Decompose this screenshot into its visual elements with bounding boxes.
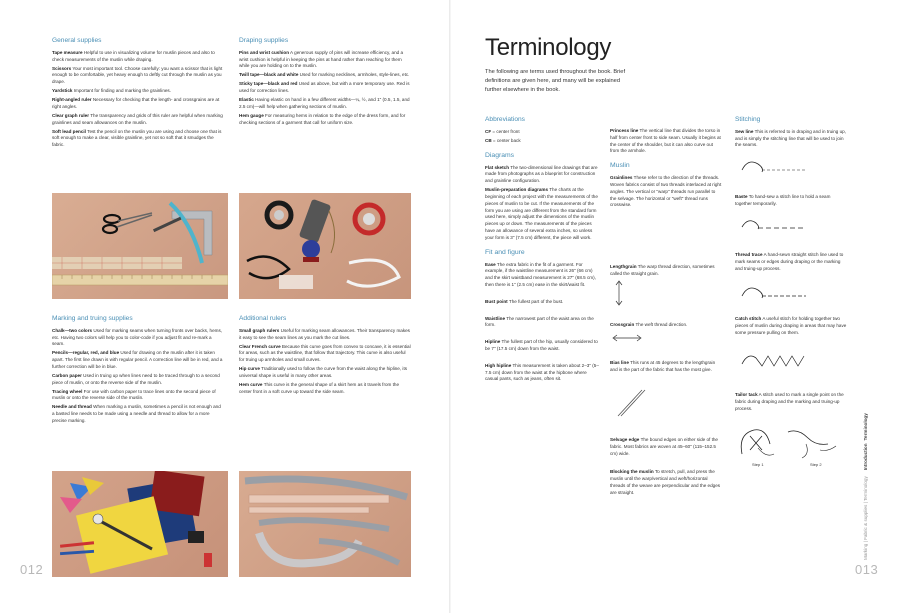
marking-supplies-photo	[52, 471, 228, 577]
baste-stitch-icon	[738, 213, 808, 233]
entry: Princess line The vertical line that divides the torso in half from center front to side seam. Usually it begins at the center of the shoulder, but it can also curve out from the armhole.	[610, 128, 721, 154]
entry: Sew line This is referred to in draping and in truing up, and is simply the stitching line that will be used to join the seams.	[735, 128, 846, 148]
selvage-entries	[610, 437, 722, 499]
entry: Blocking the muslin To stretch, pull, and press the muslin until the warp/vertical and weft/horizontal threads of the weave are perpendicular and the edges are straight.	[610, 469, 721, 495]
entry: Hip curve Traditionally used to follow the curve from the waist along the hipline, its universal shape is useful in many other areas.	[239, 366, 408, 378]
draping-supplies-section	[239, 36, 411, 129]
stitching-baste	[735, 194, 847, 210]
thread-trace-stitch-icon	[738, 280, 808, 302]
entry: CB = center back	[485, 137, 521, 143]
entry: Twill tape—black and white Used for marking necklines, armholes, style-lines, etc.	[239, 72, 410, 78]
entry: Muslin-preparation diagrams The charts at the beginning of each project with the measurements of the pieces of muslin to be cut. If the measurements of the form you are using are different from the standard form used here, simply adjust the dimensions of the muslin pieces up or down. The measurements of the pieces have an allowance of several extra inches, so unless your form is 3" (7.5 cm) different, the piece will work.	[485, 187, 598, 240]
general-supplies-section	[52, 36, 224, 151]
entry: Hipline The fullest part of the hip, usually considered to be 7" (17.5 cm) down from the waist.	[485, 339, 598, 351]
entry: Thread trace A hand-sewn straight stitch line used to mark seams or edges during draping or the marking and truing-up process.	[735, 252, 844, 271]
section-heading: Diagrams	[485, 151, 515, 159]
section-heading: Fit and figure	[485, 248, 525, 256]
entry: Needle and thread When marking a muslin, sometimes a pencil is not enough and a basted line needs to be made using a needle and thread to allow for a more precise marking.	[52, 404, 221, 424]
sidebar-vertical-text: Marking | Fabric & supplies | Terminology Introduction Terminology	[862, 413, 868, 560]
stitching-catch-stitch	[735, 316, 847, 339]
catch-stitch-icon	[738, 350, 808, 372]
section-heading: Muslin	[610, 162, 630, 170]
entry: Catch stitch A useful stitch for holding together two pieces of muslin during draping in areas that may have some pressure pulling on them.	[735, 316, 847, 335]
sew-line-stitch-icon	[738, 154, 808, 176]
entry: Lengthgrain The warp thread direction, sometimes called the straight grain.	[610, 264, 715, 276]
entry: Sticky tape—black and red Used as above, but with a more temporary use. Red is used for correction lines.	[239, 81, 410, 94]
terminology-column-2	[610, 128, 722, 211]
general-supplies-photo	[52, 193, 228, 299]
stitching-sew-line	[735, 115, 847, 151]
entry: Baste To hand-sew a stitch line to hold a seam together temporarily.	[735, 194, 831, 206]
entry: Scissors Your most important tool. Choose carefully: you want a scissor that is light enough to be comfortable, yet heavy enough to deftly cut through the muslin as you drape.	[52, 65, 223, 85]
entry: Chalk—two colors Used for marking seams when turning fronts over backs, hems, etc. Having two colors will help you to color-code if you adjust fit and re-mark a seam.	[52, 327, 223, 347]
entry: Elastic Having elastic on hand in a few different widths—¼, ½, and 1" (0.5, 1.5, and 2.5 cm)—will help when gathering sections of muslin.	[239, 97, 410, 109]
additional-rulers-section	[239, 314, 411, 398]
terminology-column-1	[485, 115, 600, 385]
intro-text: The following are terms used throughout the book. Brief definitions are given here, and many will be explained further elsewhere in the book.	[485, 69, 626, 93]
entry: High hipline This measurement is taken about 2–3" (5–7.5 cm) down from the waist at the hipbone where casual pants, such as jeans, often sit.	[485, 362, 599, 382]
page-number: 013	[855, 562, 879, 577]
lengthgrain-arrow-icon	[614, 280, 624, 306]
step-2-label: Step 2	[810, 462, 822, 467]
entry: Bust point The fullest part of the bust.	[485, 298, 564, 304]
entry: Hem gauge For measuring hems in relation to the edge of the dress form, and for checking sections of a garment that call for uniform size.	[239, 112, 406, 125]
lengthgrain-entry	[610, 264, 722, 280]
entry: Selvage edge The bound edges on either side of the fabric. Most fabrics are woven at 45–60" (115–152.5 cm) wide.	[610, 437, 718, 456]
entry: Tracing wheel For use with carbon paper to trace lines onto the second piece of muslin or onto the reverse side of the muslin.	[52, 388, 216, 401]
entry: Small graph rulers Useful for marking seam allowances. Their transparency makes it easy to see the seam lines as you mark the cut lines.	[239, 327, 410, 340]
tailor-tack-diagram-icon	[736, 424, 846, 462]
entry: Tailor tack A stitch used to mark a single point on the fabric during draping and the marking and truing-up process.	[735, 392, 844, 411]
page-title: Terminology	[485, 34, 612, 61]
entry: Clear graph ruler The transparency and grids of this ruler are helpful when marking grainlines and seam allowances on the muslin.	[52, 112, 223, 125]
entry: Pins and wrist cushion A generous supply of pins will increase efficiency, and a wrist cushion is helpful in keeping the pins at hand rather than reaching for them while you are holding on to the muslin.	[239, 49, 404, 69]
entry: Flat sketch The two-dimensional line drawings that are made from photographs as a blueprint for construction and grainline configuration.	[485, 164, 598, 184]
additional-rulers-photo	[239, 471, 411, 577]
entry: Ease The extra fabric in the fit of a garment. For example, if the waistline measurement is 26" (66 cm) and the skirt waistband measurement is 27" (68.5 cm), then there is 1" (2.5 cm) ease in the skirt/waist fit.	[485, 261, 596, 287]
entry: Soft lead pencil Test the pencil on the muslin you are using and choose one that is soft enough to make a clear, visible grainline, yet not so soft that it smudges the fabric.	[52, 128, 222, 148]
entry: Yardstick Important for finding and marking the grainlines.	[52, 88, 172, 94]
page-number: 012	[20, 562, 44, 577]
entry: CF = center front	[485, 128, 520, 134]
section-heading: Draping supplies	[239, 37, 289, 44]
entry: Grainlines These refer to the direction of the threads. Woven fabrics consist of two threads interlaced at right angles. The vertical or "warp" threads run parallel to the selvage. The horizontal or "weft" thread runs crosswise.	[610, 175, 722, 208]
crossgrain-entry	[610, 322, 722, 331]
entry: Waistline The narrowest part of the waist area on the form.	[485, 315, 594, 328]
section-heading: Additional rulers	[239, 315, 287, 322]
bias-line-icon	[616, 386, 646, 418]
section-heading: Stitching	[735, 116, 761, 123]
entry: Bias line This runs at 45 degrees to the lengthgrain and is the part of the fabric that has the most give.	[610, 360, 716, 372]
draping-supplies-photo	[239, 193, 411, 299]
entry: Carbon paper Used in truing up when lines need to be traced through to a second piece of muslin, or onto the reverse side of the muslin.	[52, 372, 220, 385]
sidebar-breadcrumb	[858, 413, 872, 560]
section-heading: Marking and truing supplies	[52, 315, 133, 322]
step-1-label: Step 1	[752, 462, 764, 467]
entry: Tape measure Helpful to use in visualizing volume for muslin pieces and also to check measurements of the muslin while draping.	[52, 49, 215, 62]
stitching-thread-trace	[735, 252, 847, 275]
stitching-tailor-tack	[735, 392, 847, 415]
entry: Right-angled ruler Necessary for checking that the length- and crossgrains are at right angles.	[52, 97, 220, 109]
marking-supplies-section	[52, 314, 224, 427]
entry: Clear French curve Because this curve goes from convex to concave, it is essential for areas, such as the waistline, that follow that trajectory. This curve is also useful for truing up armholes and small curves.	[239, 343, 411, 363]
entry: Crossgrain The weft thread direction.	[610, 322, 688, 327]
bias-line-entry	[610, 360, 722, 376]
entry: Pencils—regular, red, and blue Used for drawing on the muslin after it is taken apart. The first line drawn is with regular pencil. A correction line will be in red, and a further correction will be in blue.	[52, 350, 223, 369]
entry: Hem curve This curve is the general shape of a skirt hem as it travels from the center front in a soft curve up toward the side seam.	[239, 381, 400, 394]
section-heading: General supplies	[52, 37, 102, 44]
section-heading: Abbreviations	[485, 116, 525, 123]
crossgrain-arrow-icon	[612, 334, 642, 342]
